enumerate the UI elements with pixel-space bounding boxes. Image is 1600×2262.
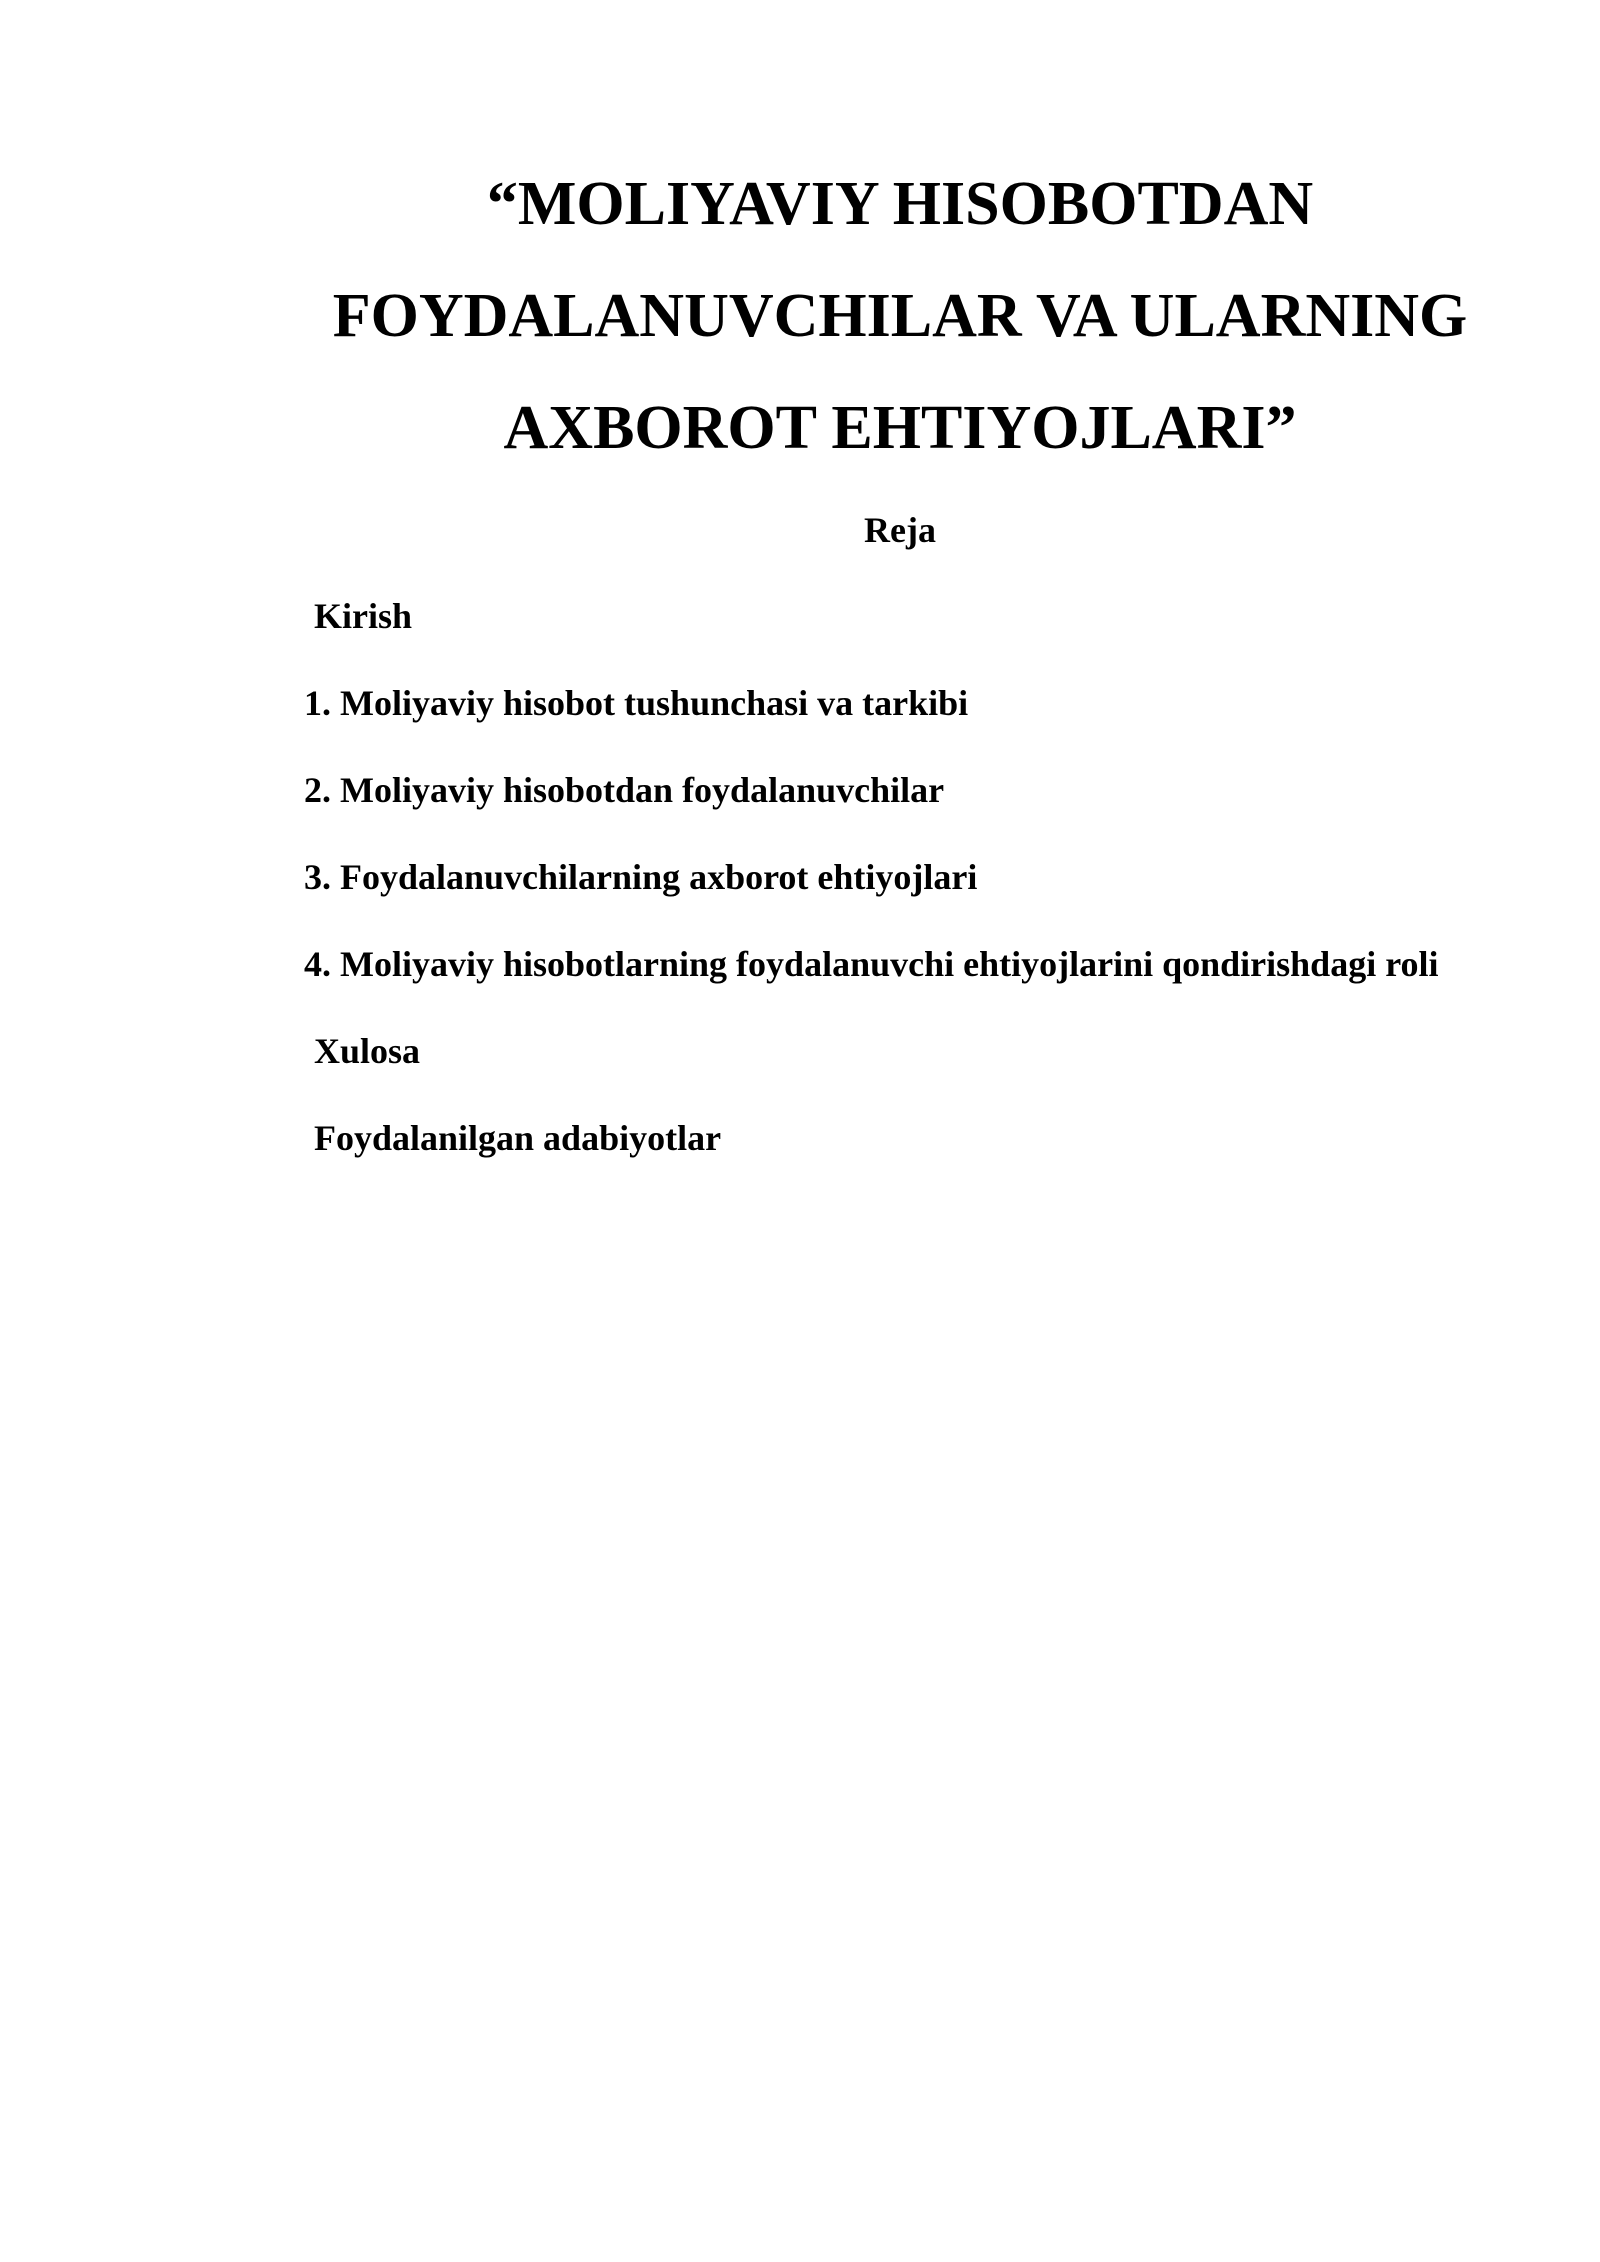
plan-item-4: 4. Moliyaviy hisobotlarning foydalanuvchi ehtiyojlarini qondirishdagi roli: [304, 944, 1439, 984]
title-line-3: AXBOROT EHTIYOJLARI”: [503, 394, 1297, 462]
plan-item-introduction: Kirish: [314, 596, 413, 636]
title-line-1: “MOLIYAVIY HISOBOTDAN: [486, 170, 1314, 238]
plan-item-1: 1. Moliyaviy hisobot tushunchasi va tarkibi: [304, 683, 969, 723]
plan-item-3: 3. Foydalanuvchilarning axborot ehtiyojlari: [304, 857, 978, 897]
plan-item-2: 2. Moliyaviy hisobotdan foydalanuvchilar: [304, 770, 945, 810]
plan-heading: Reja: [864, 510, 936, 550]
title-line-2: FOYDALANUVCHILAR VA ULARNING: [332, 282, 1468, 350]
plan-item-references: Foydalanilgan adabiyotlar: [314, 1118, 722, 1158]
plan-item-conclusion: Xulosa: [314, 1031, 421, 1071]
document-title: [200, 148, 1600, 484]
